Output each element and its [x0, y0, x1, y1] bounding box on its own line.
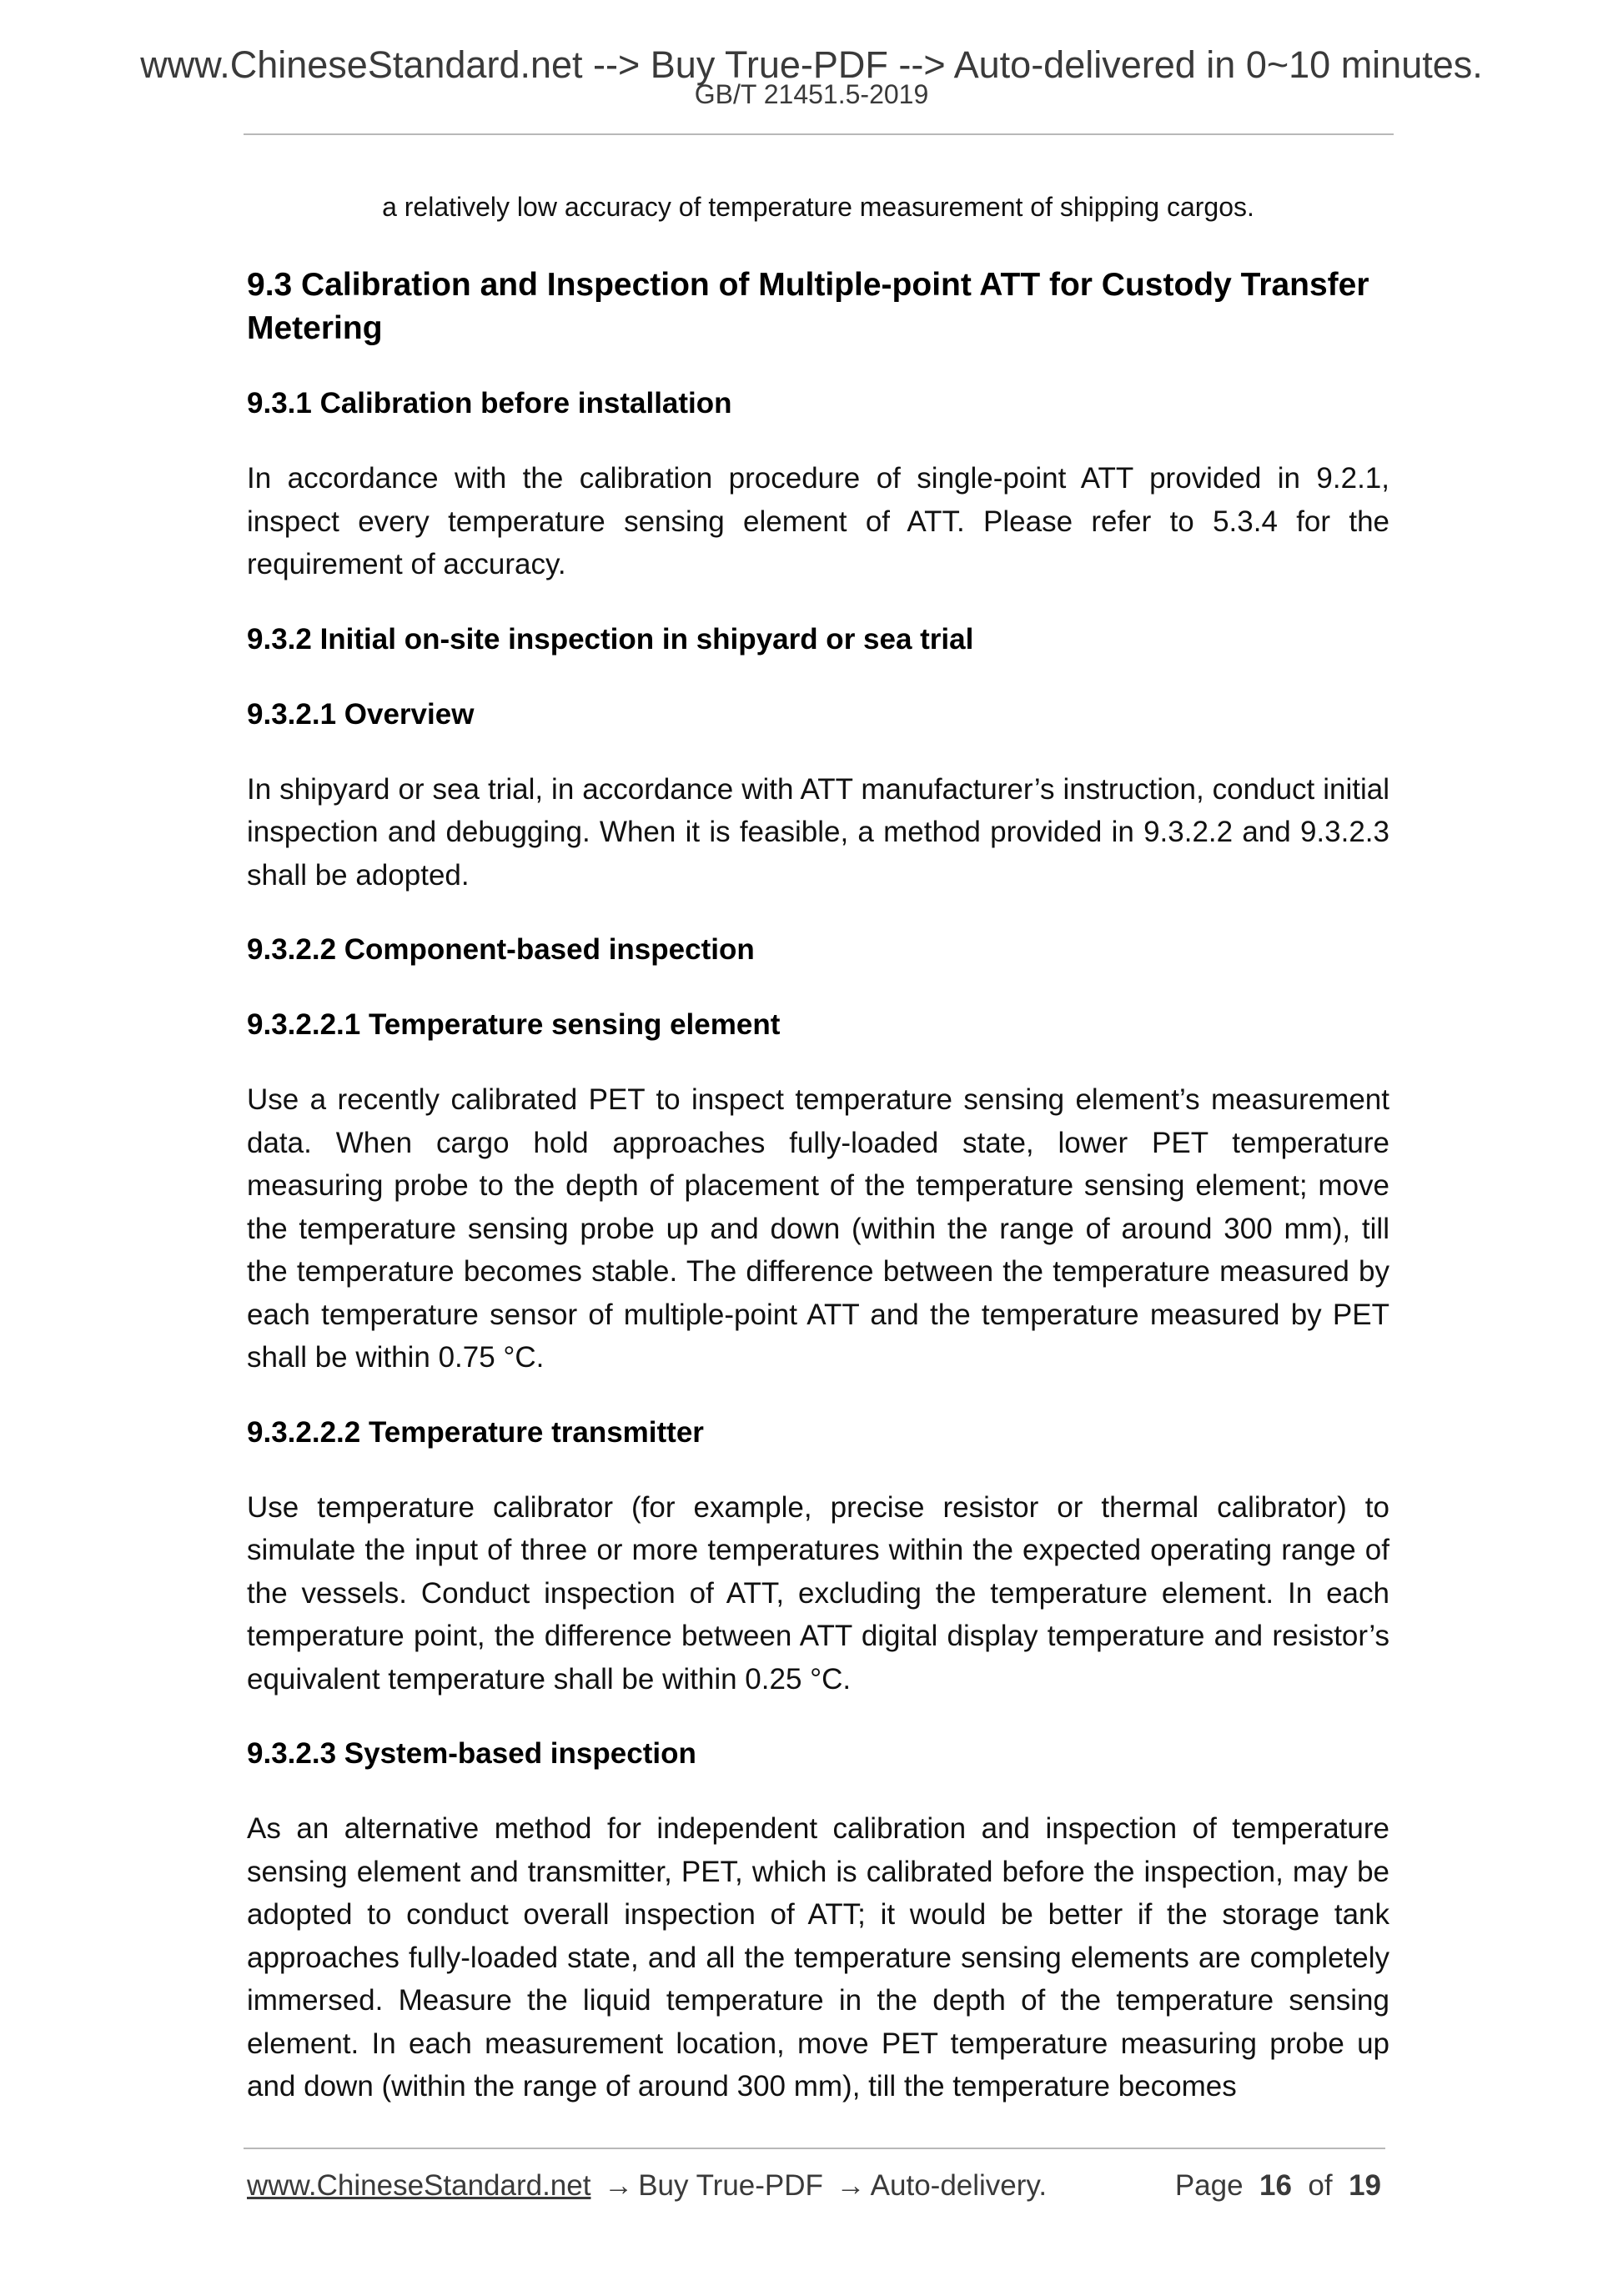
of-label: of: [1308, 2169, 1333, 2202]
continuation-line: a relatively low accuracy of temperature measurement of shipping cargos.: [382, 192, 1254, 222]
section-9-3-2-2-2-paragraph: Use temperature calibrator (for example, precise resistor or thermal calibrator) to simulate the input of three or more temperatures within the expected operating range of the vessels. Conduct inspection of ATT, excluding the temperature element. In each temperature point, the difference between ATT digital display temperature and resistor’s equivalent temperature shall be within 0.25 °C.: [247, 1490, 1389, 1696]
footer-delivery-text: Auto-delivery.: [870, 2169, 1048, 2202]
section-9-3-heading: 9.3 Calibration and Inspection of Multiple-point ATT for Custody Transfer Metering: [247, 267, 1369, 346]
footer-site-link[interactable]: www.ChineseStandard.net: [247, 2169, 591, 2202]
section-9-3-2-1-paragraph: In shipyard or sea trial, in accordance with ATT manufacturer’s instruction, conduct initial inspection and debugging. When it is feasible, a method provided in 9.3.2.2 and 9.3.2.3 shall be adopted.: [247, 772, 1389, 892]
page-label: Page: [1174, 2169, 1244, 2202]
section-9-3-2-2-heading: 9.3.2.2 Component-based inspection: [247, 933, 755, 966]
arrow-right-icon: →: [836, 2169, 866, 2202]
section-9-3-2-heading: 9.3.2 Initial on-site inspection in shipyard or sea trial: [247, 622, 974, 656]
section-9-3-2-3-paragraph: As an alternative method for independent calibration and inspection of temperature sensing element and transmitter, PET, which is calibrated before the inspection, may be adopted to conduct overall inspection of ATT; it would be better if the storage tank approaches fully-loaded state, and all the temperature sensing elements are completely immersed. Measure the liquid temperature in the depth of the temperature sensing element. In each measurement location, move PET temperature measuring probe up and down (within the range of around 300 mm), till the temperature becomes: [247, 1812, 1389, 2103]
section-9-3-2-2-1-paragraph: Use a recently calibrated PET to inspect temperature sensing element’s measurement data. When cargo hold approaches fully-loaded state, lower PET temperature measuring probe to the depth of placement of the temperature sensing element; move the temperature sensing probe up and down (within the range of around 300 mm), till the temperature becomes stable. The difference between the temperature measured by each temperature sensor of multiple-point ATT and the temperature measured by PET shall be within 0.75 °C.: [247, 1083, 1389, 1374]
site-banner[interactable]: www.ChineseStandard.net --> Buy True-PDF --> Auto-delivered in 0~10 minutes.: [140, 43, 1483, 86]
section-9-3-1-paragraph: In accordance with the calibration procedure of single-point ATT provided in 9.2.1, inspect every temperature sensing element of ATT. Please refer to 5.3.4 for the requirement of accuracy.: [247, 462, 1389, 580]
page-footer: [247, 2164, 1389, 2214]
header-divider: [244, 133, 1394, 135]
current-page-number: 16: [1259, 2169, 1292, 2202]
arrow-right-icon: →: [604, 2169, 634, 2202]
document-body: [247, 185, 1389, 2108]
section-9-3-2-1-heading: 9.3.2.1 Overview: [247, 697, 475, 731]
section-9-3-2-2-2-heading: 9.3.2.2.2 Temperature transmitter: [247, 1415, 704, 1449]
page-indicator: [1175, 2164, 1381, 2208]
standard-code: GB/T 21451.5-2019: [694, 79, 929, 109]
section-9-3-2-3-heading: 9.3.2.3 System-based inspection: [247, 1737, 696, 1770]
footer-buy-text: Buy True-PDF: [638, 2169, 823, 2202]
footer-divider: [244, 2148, 1385, 2149]
footer-links: [247, 2164, 1047, 2208]
section-9-3-2-2-1-heading: 9.3.2.2.1 Temperature sensing element: [247, 1008, 781, 1041]
total-pages-number: 19: [1349, 2169, 1381, 2202]
section-9-3-1-heading: 9.3.1 Calibration before installation: [247, 387, 732, 420]
